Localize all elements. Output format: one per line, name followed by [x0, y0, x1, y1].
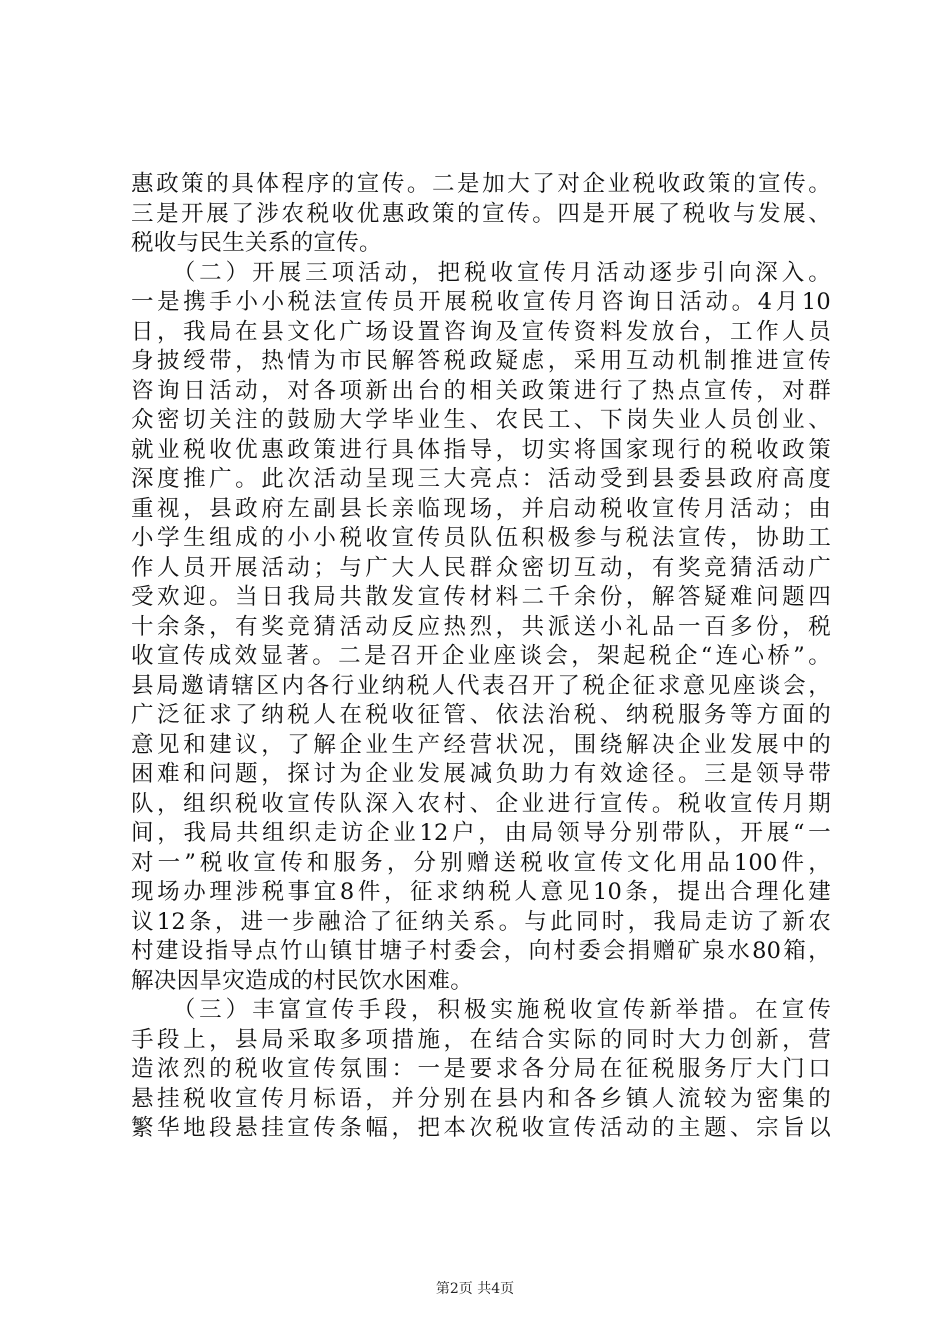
- text-line: 意见和建议，了解企业生产经营状况，围绕解决企业发展中的: [131, 731, 831, 758]
- text-line: 间，我局共组织走访企业12户，由局领导分别带队，开展“一: [131, 820, 831, 846]
- text-line: 重视，县政府左副县长亲临现场，并启动税收宣传月活动；由: [131, 495, 831, 522]
- text-line: 众密切关注的鼓励大学毕业生、农民工、下岗失业人员创业、: [131, 407, 831, 433]
- text-line: 受欢迎。当日我局共散发宣传材料二千余份，解答疑难问题四: [131, 584, 831, 610]
- text-line: 惠政策的具体程序的宣传。二是加大了对企业税收政策的宣传。: [131, 171, 831, 197]
- text-line: 造浓烈的税收宣传氛围：一是要求各分局在征税服务厅大门口: [131, 1056, 831, 1082]
- text-line: （二）开展三项活动，把税收宣传月活动逐步引向深入。: [131, 259, 831, 286]
- text-line: 身披绶带，热情为市民解答税政疑虑，采用互动机制推进宣传: [131, 348, 831, 374]
- text-line: 困难和问题，探讨为企业发展减负助力有效途径。三是领导带: [131, 761, 831, 787]
- text-line: 就业税收优惠政策进行具体指导，切实将国家现行的税收政策: [131, 436, 831, 463]
- text-line: 村建设指导点竹山镇甘塘子村委会，向村委会捐赠矿泉水80箱，: [131, 938, 831, 964]
- text-line: 咨询日活动，对各项新出台的相关政策进行了热点宣传，对群: [131, 377, 831, 404]
- text-line: 广泛征求了纳税人在税收征管、依法治税、纳税服务等方面的: [131, 702, 831, 728]
- text-line: （三）丰富宣传手段，积极实施税收宣传新举措。在宣传: [131, 997, 831, 1023]
- text-line: 一是携手小小税法宣传员开展税收宣传月咨询日活动。4月10: [131, 289, 831, 315]
- text-line: 日，我局在县文化广场设置咨询及宣传资料发放台，工作人员: [131, 318, 831, 345]
- text-line: 悬挂税收宣传月标语，并分别在县内和各乡镇人流较为密集的: [131, 1085, 831, 1112]
- text-line: 县局邀请辖区内各行业纳税人代表召开了税企征求意见座谈会，: [131, 672, 831, 699]
- text-line: 收宣传成效显著。二是召开企业座谈会，架起税企“连心桥”。: [131, 643, 831, 669]
- text-line: 现场办理涉税事宜8件，征求纳税人意见10条，提出合理化建: [131, 879, 831, 905]
- text-line: 十余条，有奖竞猜活动反应热烈，共派送小礼品一百多份，税: [131, 613, 831, 640]
- text-line: 对一”税收宣传和服务，分别赠送税收宣传文化用品100件，: [131, 849, 831, 876]
- text-line: 手段上，县局采取多项措施，在结合实际的同时大力创新，营: [131, 1026, 831, 1053]
- page-number-footer: 第2页 共4页: [435, 1281, 515, 1297]
- text-line: 队，组织税收宣传队深入农村、企业进行宣传。税收宣传月期: [131, 790, 831, 817]
- text-line: 解决因旱灾造成的村民饮水困难。: [131, 967, 474, 994]
- text-line: 小学生组成的小小税收宣传员队伍积极参与税法宣传，协助工: [131, 525, 831, 551]
- text-line: 深度推广。此次活动呈现三大亮点：活动受到县委县政府高度: [131, 466, 831, 492]
- text-line: 作人员开展活动；与广大人民群众密切互动，有奖竞猜活动广: [131, 554, 831, 581]
- text-line: 三是开展了涉农税收优惠政策的宣传。四是开展了税收与发展、: [131, 200, 831, 227]
- text-line: 繁华地段悬挂宣传条幅，把本次税收宣传活动的主题、宗旨以: [131, 1115, 831, 1141]
- text-line: 议12条，进一步融洽了征纳关系。与此同时，我局走访了新农: [131, 908, 831, 935]
- text-line: 税收与民生关系的宣传。: [131, 230, 382, 256]
- body-text: [131, 170, 831, 1144]
